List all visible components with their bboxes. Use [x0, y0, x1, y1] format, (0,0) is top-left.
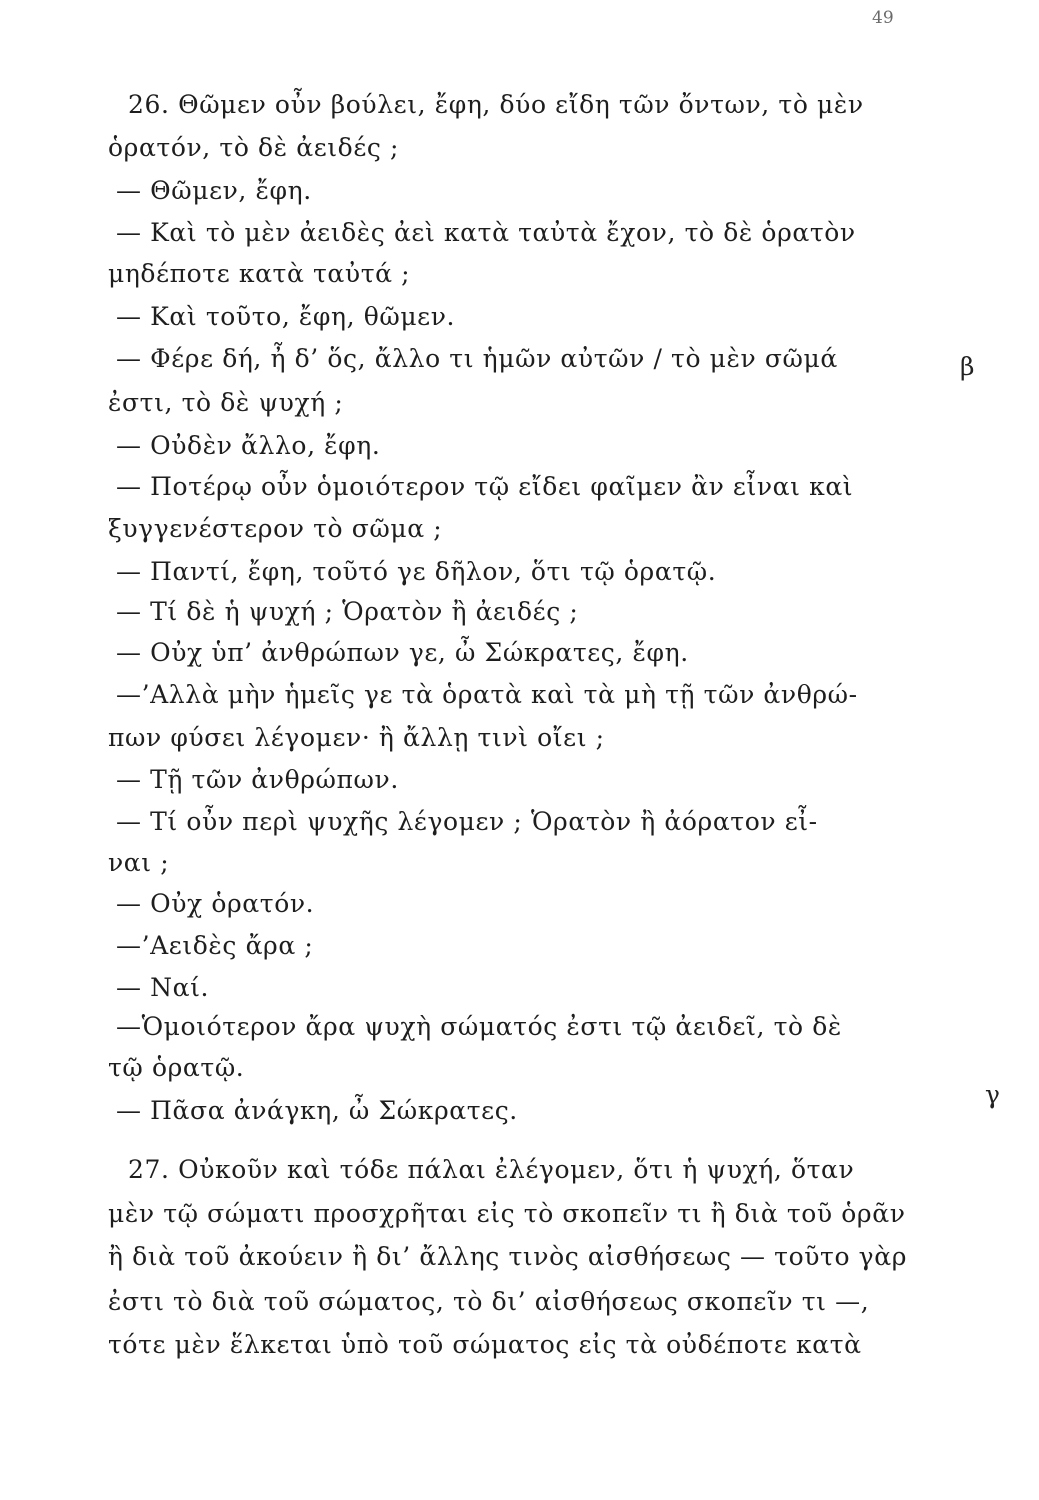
text-line-16: πων φύσει λέγομεν· ἢ ἄλλῃ τινὶ οἴει ;: [108, 723, 605, 752]
text-line-14: — Οὐχ ὑπ’ ἀνθρώπων γε, ὦ Σώκρατες, ἔφη.: [116, 638, 689, 667]
text-line-22: — Ναί.: [116, 973, 210, 1002]
text-line-5: μηδέποτε κατὰ ταὐτά ;: [108, 259, 411, 288]
text-line-13: — Τί δὲ ἡ ψυχή ; Ὁρατὸν ἢ ἀειδές ;: [116, 597, 579, 626]
text-line-1: 26. Θῶμεν οὖν βούλει, ἔφη, δύο εἴδη τῶν ὄντων, τὸ μὲν: [128, 90, 864, 119]
margin-mark-gamma: γ: [985, 1080, 1000, 1109]
text-line-29: ἐστι τὸ διὰ τοῦ σώματος, τὸ δι’ αἰσθήσεως σκοπεῖν τι —,: [108, 1287, 870, 1316]
text-line-6: — Καὶ τοῦτο, ἔφη, θῶμεν.: [116, 302, 456, 331]
text-line-23: —Ὁμοιότερον ἄρα ψυχὴ σώματός ἐστι τῷ ἀειδεῖ, τὸ δὲ: [116, 1012, 842, 1041]
text-line-30: τότε μὲν ἕλκεται ὑπὸ τοῦ σώματος εἰς τὰ οὐδέποτε κατὰ: [108, 1330, 862, 1359]
text-line-7: — Φέρε δή, ἦ δ’ ὅς, ἄλλο τι ἡμῶν αὐτῶν / τὸ μὲν σῶμά: [116, 344, 838, 373]
page-number: 49: [872, 8, 894, 28]
text-line-18: — Τί οὖν περὶ ψυχῆς λέγομεν ; Ὁρατὸν ἢ ἀόρατον εἶ-: [116, 807, 818, 836]
text-line-9: — Οὐδὲν ἄλλο, ἔφη.: [116, 431, 381, 460]
text-line-25: — Πᾶσα ἀνάγκη, ὦ Σώκρατες.: [116, 1096, 518, 1125]
text-line-2: ὁρατόν, τὸ δὲ ἀειδές ;: [108, 133, 400, 162]
text-line-20: — Οὐχ ὁρατόν.: [116, 889, 315, 918]
text-line-15: —’Αλλὰ μὴν ἡμεῖς γε τὰ ὁρατὰ καὶ τὰ μὴ τῇ τῶν ἀνθρώ-: [116, 680, 858, 709]
text-line-10: — Ποτέρῳ οὖν ὁμοιότερον τῷ εἴδει φαῖμεν ἂν εἶναι καὶ: [116, 472, 854, 501]
text-line-4: — Καὶ τὸ μὲν ἀειδὲς ἀεὶ κατὰ ταὐτὰ ἔχον, τὸ δὲ ὁρατὸν: [116, 218, 856, 247]
text-line-17: — Τῇ τῶν ἀνθρώπων.: [116, 765, 399, 794]
text-line-19: ναι ;: [108, 848, 170, 877]
text-line-11: ξυγγενέστερον τὸ σῶμα ;: [108, 514, 443, 543]
text-line-28: ἢ διὰ τοῦ ἀκούειν ἢ δι’ ἄλλης τινὸς αἰσθήσεως — τοῦτο γὰρ: [108, 1242, 907, 1271]
text-line-3: — Θῶμεν, ἔφη.: [116, 176, 312, 205]
text-line-12: — Παντί, ἔφη, τοῦτό γε δῆλον, ὅτι τῷ ὁρατῷ.: [116, 557, 717, 586]
margin-mark-beta: β: [960, 352, 975, 381]
text-line-26: 27. Οὐκοῦν καὶ τόδε πάλαι ἐλέγομεν, ὅτι ἡ ψυχή, ὅταν: [128, 1155, 855, 1184]
text-line-8: ἐστι, τὸ δὲ ψυχή ;: [108, 388, 344, 417]
text-line-21: —’Αειδὲς ἄρα ;: [116, 931, 314, 960]
text-line-24: τῷ ὁρατῷ.: [108, 1053, 245, 1082]
text-line-27: μὲν τῷ σώματι προσχρῆται εἰς τὸ σκοπεῖν τι ἢ διὰ τοῦ ὁρᾶν: [108, 1199, 906, 1228]
